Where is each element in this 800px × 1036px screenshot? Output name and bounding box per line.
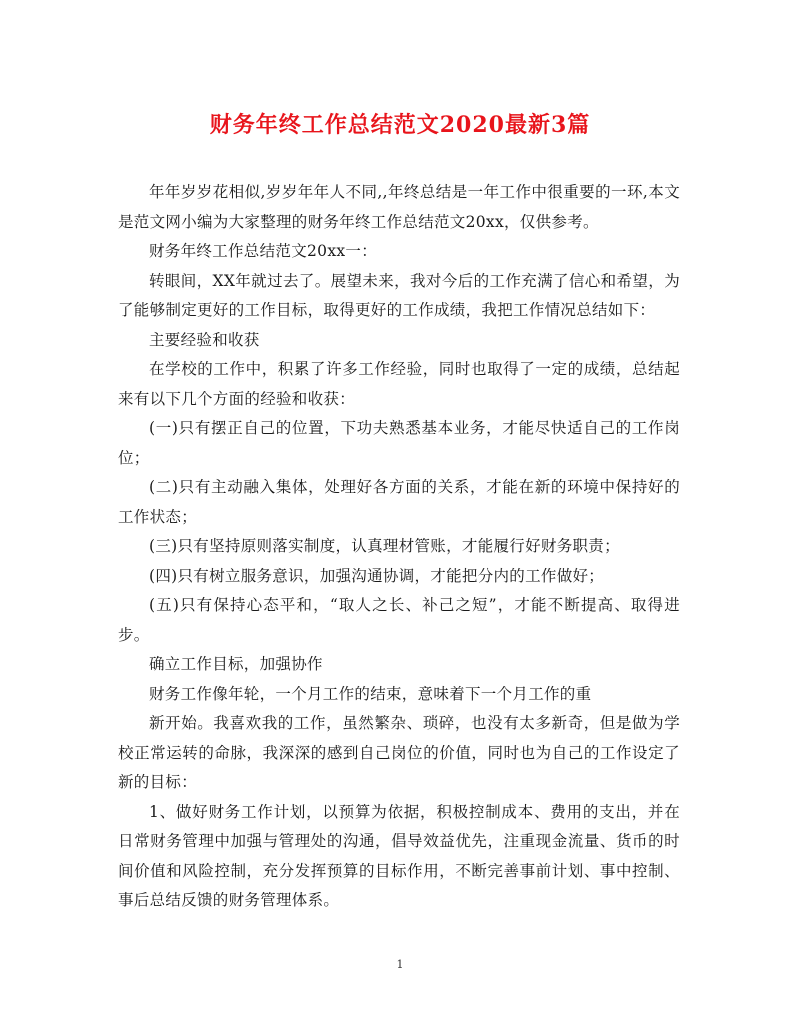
paragraph-item-3: (三)只有坚持原则落实制度，认真理材管账，才能履行好财务职责； <box>149 537 620 555</box>
paragraph-intro: 年年岁岁花相似,岁岁年年人不同,,年终总结是一年工作中很重要的一环,本文是范文网小编为大家整理的财务年终工作总结范文20xx，仅供参考。 <box>118 183 680 231</box>
paragraph-subheading-goals: 确立工作目标，加强协作 <box>149 655 323 673</box>
paragraph-item-2: (二)只有主动融入集体，处理好各方面的关系，才能在新的环境中保持好的工作状态； <box>118 478 680 526</box>
paragraph-item-4: (四)只有树立服务意识，加强沟通协调，才能把分内的工作做好； <box>149 566 605 585</box>
document-title: 财务年终工作总结范文2020最新3篇 <box>209 112 591 138</box>
page-number: 1 <box>396 958 404 971</box>
paragraph-opening: 转眼间，XX年就过去了。展望未来，我对今后的工作充满了信心和希望，为了能够制定更好的工作目标，取得更好的工作成绩，我把工作情况总结如下： <box>118 271 680 319</box>
paragraph-experience-intro: 在学校的工作中，积累了许多工作经验，同时也取得了一定的成绩，总结起来有以下几个方面的经验和收获： <box>118 360 680 408</box>
paragraph-goal-1: 1、做好财务工作计划，以预算为依据，积极控制成本、费用的支出，并在日常财务管理中加强与管理处的沟通，倡导效益优先，注重现金流量、货币的时间价值和风险控制，充分发挥预算的目标作用，不断完善事前计划、事中控制、事后总结反馈的财务管理体系。 <box>118 802 680 909</box>
paragraph-goals-line-1: 财务工作像年轮，一个月工作的结束，意味着下一个月工作的重 <box>149 684 592 703</box>
paragraph-item-1: (一)只有摆正自己的位置，下功夫熟悉基本业务，才能尽快适自己的工作岗位； <box>118 419 680 467</box>
paragraph-subheading-experience: 主要经验和收获 <box>149 330 260 349</box>
paragraph-section-heading: 财务年终工作总结范文20xx一： <box>149 242 378 260</box>
paragraph-item-5: (五)只有保持心态平和，“取人之长、补己之短”，才能不断提高、取得进步。 <box>118 596 680 644</box>
paragraph-goals-line-2: 新开始。我喜欢我的工作，虽然繁杂、琐碎，也没有太多新奇，但是做为学校正常运转的命脉，我深深的感到自己岗位的价值，同时也为自己的工作设定了新的目标： <box>118 714 680 791</box>
document-body <box>118 178 680 916</box>
